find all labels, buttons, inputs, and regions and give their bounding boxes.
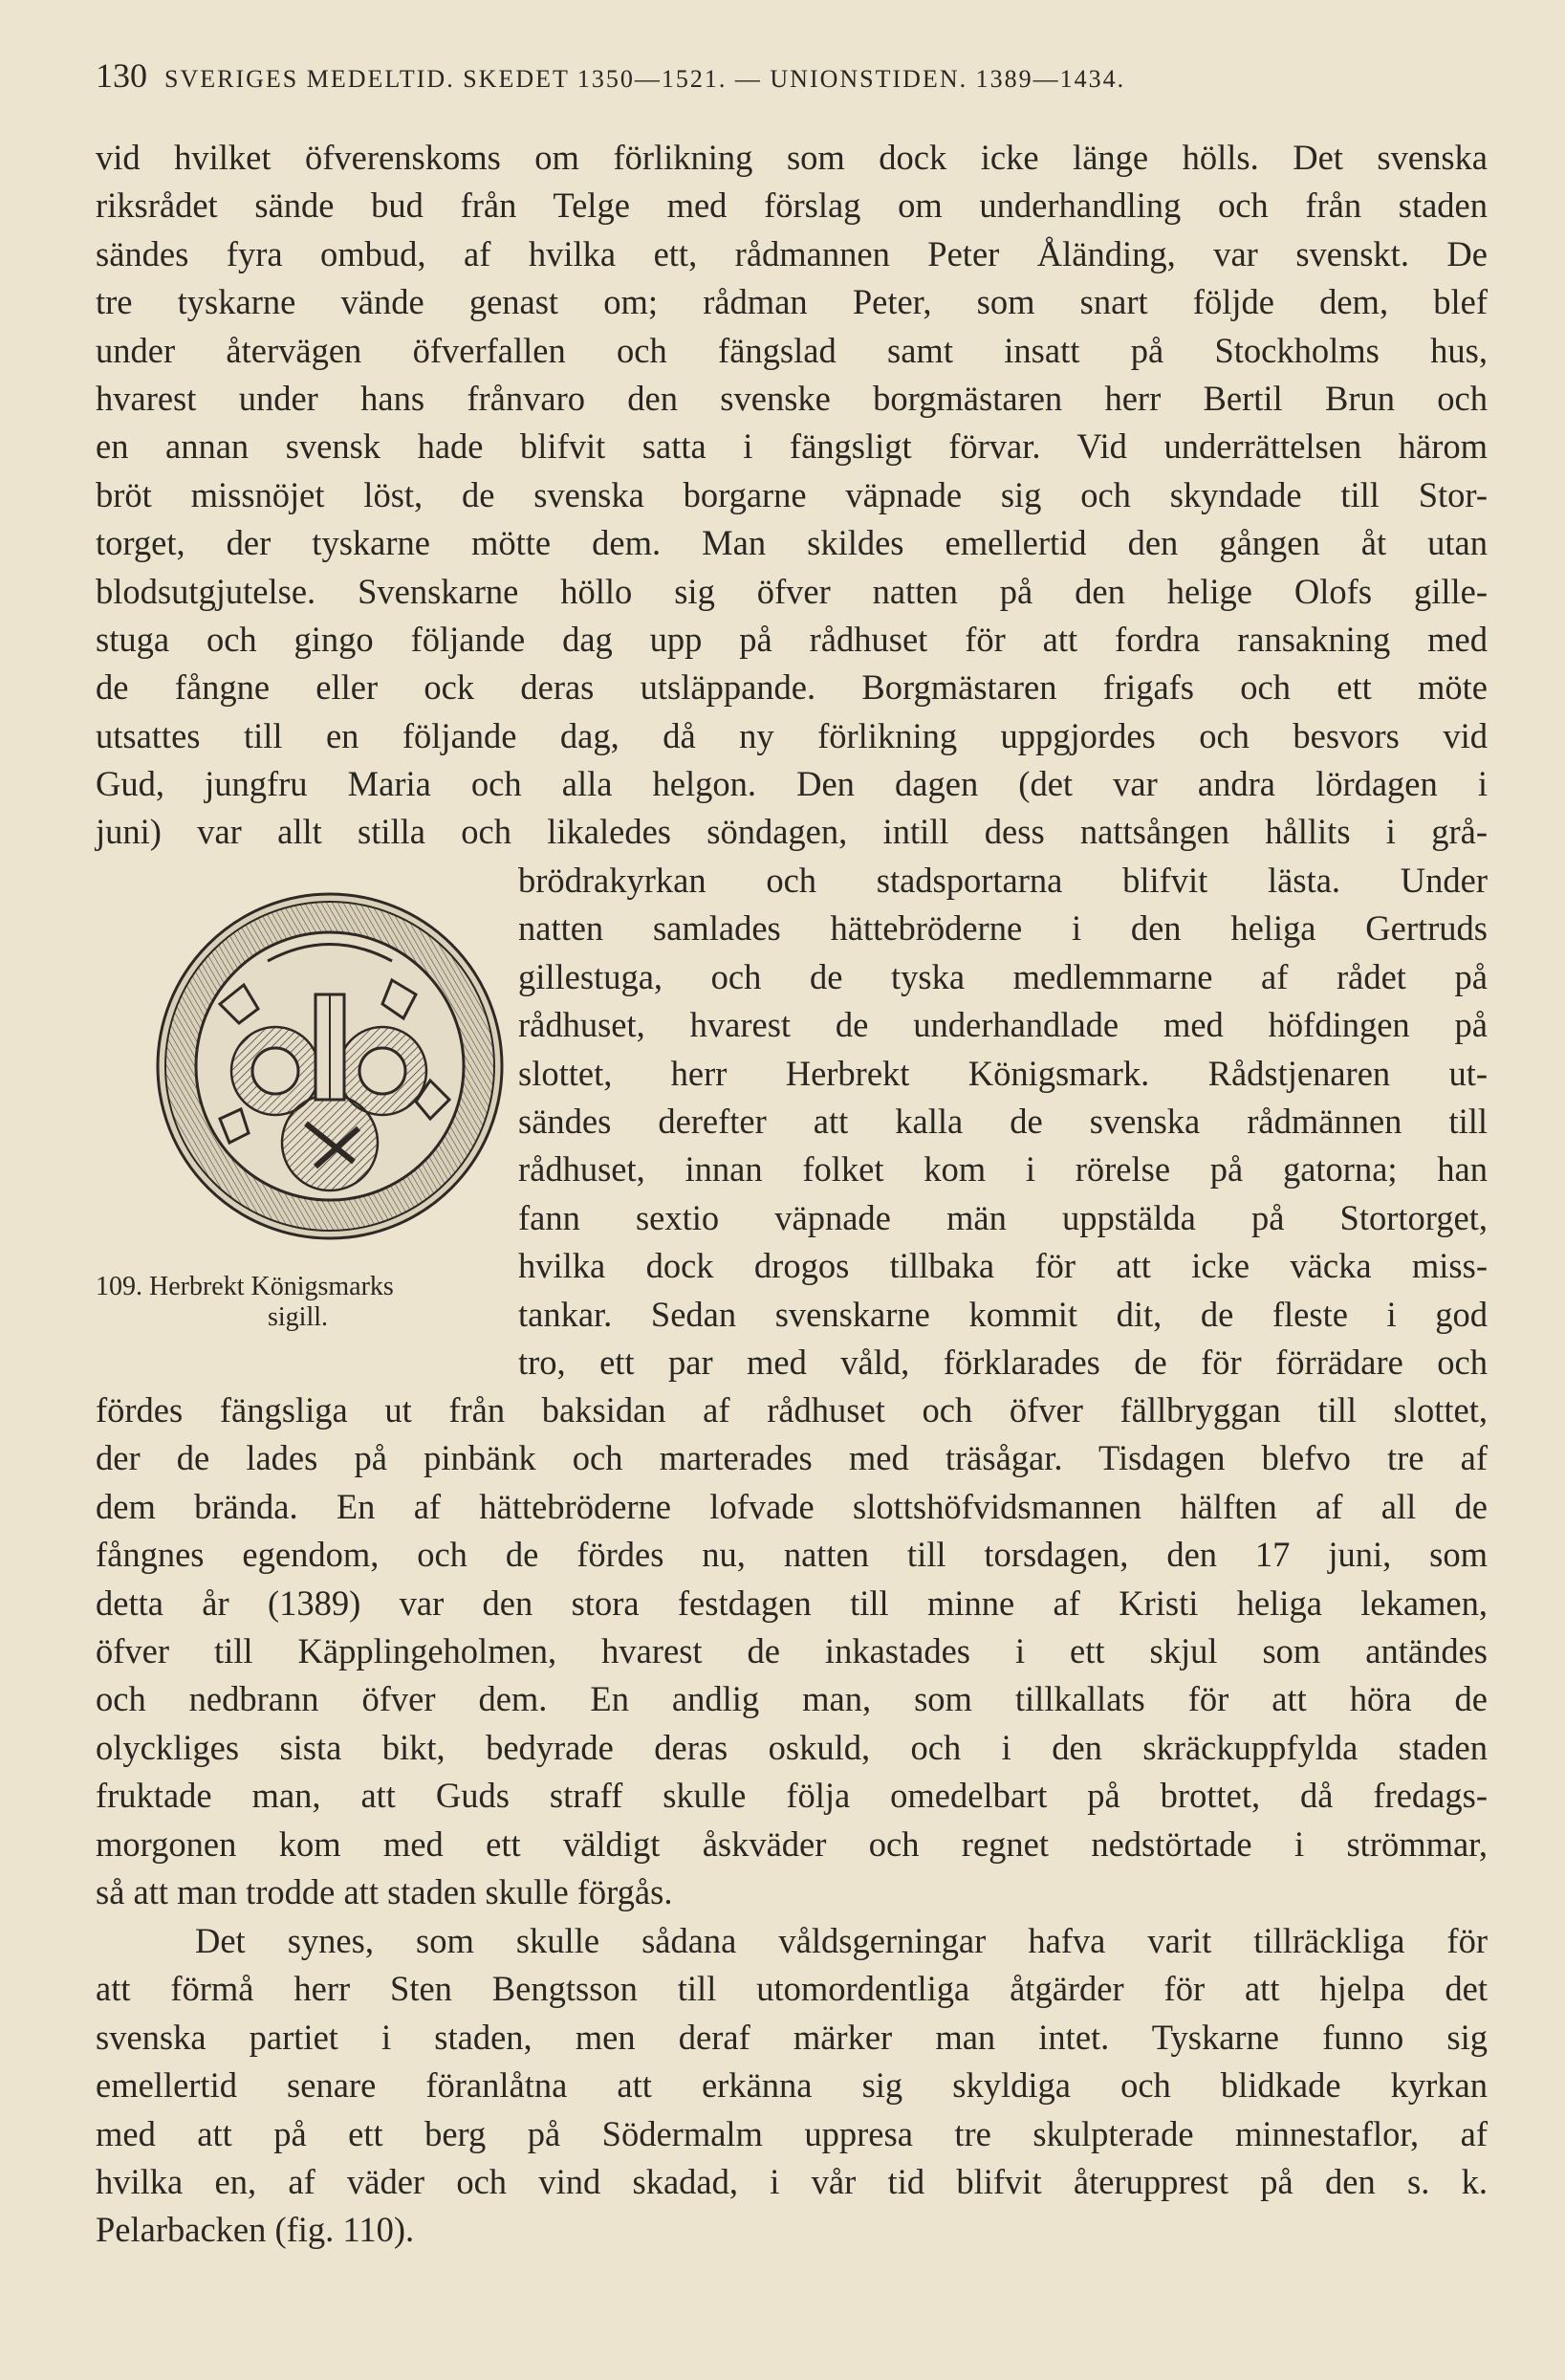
text-line: med att på ett berg på Södermalm uppresa tre skulpterade minnestaflor, af [96,2113,1488,2153]
text-line: morgonen kom med ett väldigt åskväder och regnet nedstörtade i strömmar, [96,1823,1488,1864]
text-line: under återvägen öfverfallen och fängslad samt insatt på Stockholms hus, [96,330,1488,370]
page-number: 130 [96,56,147,95]
text-line: sändes fyra ombud, af hvilka ett, rådmannen Peter Åländing, var svenskt. De [96,233,1488,273]
text-line: fångnes egendom, och de fördes nu, natten till torsdagen, den 17 juni, som [96,1535,1488,1575]
text-line: vid hvilket öfverenskoms om förlikning som dock icke länge hölls. Det svenska [96,138,1488,177]
text-line: hvilka dock drogos tillbaka för att icke väcka miss- [518,1246,1488,1286]
text-line: fann sextio väpnade män uppstälda på Stortorget, [518,1197,1488,1237]
text-line: rådhuset, innan folket kom i rörelse på gatorna; han [518,1149,1488,1190]
text-line: att förmå herr Sten Bengtsson till utomordentliga åtgärder för att hjelpa det [96,1969,1488,2009]
text-line: utsattes till en följande dag, då ny förlikning uppgjordes och besvors vid [96,715,1488,755]
text-line: riksrådet sände bud från Telge med förslag om underhandling och från staden [96,186,1488,226]
text-line: och nedbrann öfver dem. En andlig man, som tillkallats för att höra de [96,1679,1488,1719]
text-line: gillestuga, och de tyska medlemmarne af rådet på [518,956,1488,996]
text-line: slottet, herr Herbrekt Königsmark. Rådstjenaren ut- [518,1053,1488,1093]
seal-illustration [153,889,507,1243]
text-line: Gud, jungfru Maria och alla helgon. Den dagen (det var andra lördagen i [96,764,1488,804]
text-line: brödrakyrkan och stadsportarna blifvit lästa. Under [518,861,1488,900]
text-line: fördes fängsliga ut från baksidan af rådhuset och öfver fällbryggan till slottet, [96,1390,1488,1430]
text-line: de fångne eller ock deras utsläppande. Borgmästaren frigafs och ett möte [96,667,1488,708]
paragraph-bottom [96,1387,1488,1916]
running-title: SVERIGES MEDELTID. SKEDET 1350—1521. — UNIONSTIDEN. 1389—1434. [164,65,1126,93]
figure-seal [96,889,497,1332]
text-line: blodsutgjutelse. Svenskarne höllo sig öfver natten på den helige Olofs gille- [96,571,1488,611]
running-header [96,55,1501,96]
paragraph-second [96,1917,1488,2255]
text-line: Pelarbacken (fig. 110). [96,2210,415,2250]
text-line: öfver till Käpplingeholmen, hvarest de inkastades i ett skjul som antändes [96,1630,1488,1670]
text-line: emellertid senare föranlåtna att erkänna sig skyldiga och blidkade kyrkan [96,2065,1488,2106]
caption-line: 109. Herbrekt Königsmarks [96,1272,394,1301]
text-line: rådhuset, hvarest de underhandlade med höfdingen på [518,1005,1488,1045]
text-line: torget, der tyskarne mötte dem. Man skildes emellertid den gången åt utan [96,523,1488,563]
caption-line: sigill. [268,1302,329,1332]
text-line: bröt missnöjet löst, de svenska borgarne väpnade sig och skyndade till Stor- [96,474,1488,514]
text-line: dem brända. En af hättebröderne lofvade slottshöfvidsmannen hälften af all de [96,1486,1488,1526]
text-line: olyckliges sista bikt, bedyrade deras oskuld, och i den skräckuppfylda staden [96,1727,1488,1767]
paragraph-beside-figure [518,857,1488,1387]
text-line: så att man trodde att staden skulle förgås. [96,1871,673,1911]
paragraph-top [96,134,1488,857]
text-line: Det synes, som skulle sådana våldsgerningar hafva varit tillräckliga för [195,1921,1488,1960]
text-line: tankar. Sedan svenskarne kommit dit, de fleste i god [518,1294,1488,1334]
text-line: der de lades på pinbänk och marterades med träsågar. Tisdagen blefvo tre af [96,1438,1488,1478]
text-line: svenska partiet i staden, men deraf märker man intet. Tyskarne funno sig [96,2017,1488,2057]
text-line: detta år (1389) var den stora festdagen till minne af Kristi heliga lekamen, [96,1583,1488,1623]
text-line: hvarest under hans frånvaro den svenske borgmästaren herr Bertil Brun och [96,378,1488,418]
text-line: stuga och gingo följande dag upp på rådhuset för att fordra ransakning med [96,619,1488,659]
text-line: juni) var allt stilla och likaledes söndagen, intill dess nattsången hållits i grå- [96,812,1488,852]
text-line: fruktade man, att Guds straff skulle följa omedelbart på brottet, då fredags- [96,1776,1488,1816]
text-line: tre tyskarne vände genast om; rådman Peter, som snart följde dem, blef [96,282,1488,322]
text-line: natten samlades hättebröderne i den heliga Gertruds [518,908,1488,949]
text-line: hvilka en, af väder och vind skadad, i vår tid blifvit återupprest på den s. k. [96,2161,1488,2201]
text-line: tro, ett par med våld, förklarades de för förrädare och [518,1342,1488,1382]
text-line: sändes derefter att kalla de svenska rådmännen till [518,1101,1488,1141]
text-line: en annan svensk hade blifvit satta i fängsligt förvar. Vid underrättelsen härom [96,426,1488,467]
figure-caption [96,1272,497,1333]
